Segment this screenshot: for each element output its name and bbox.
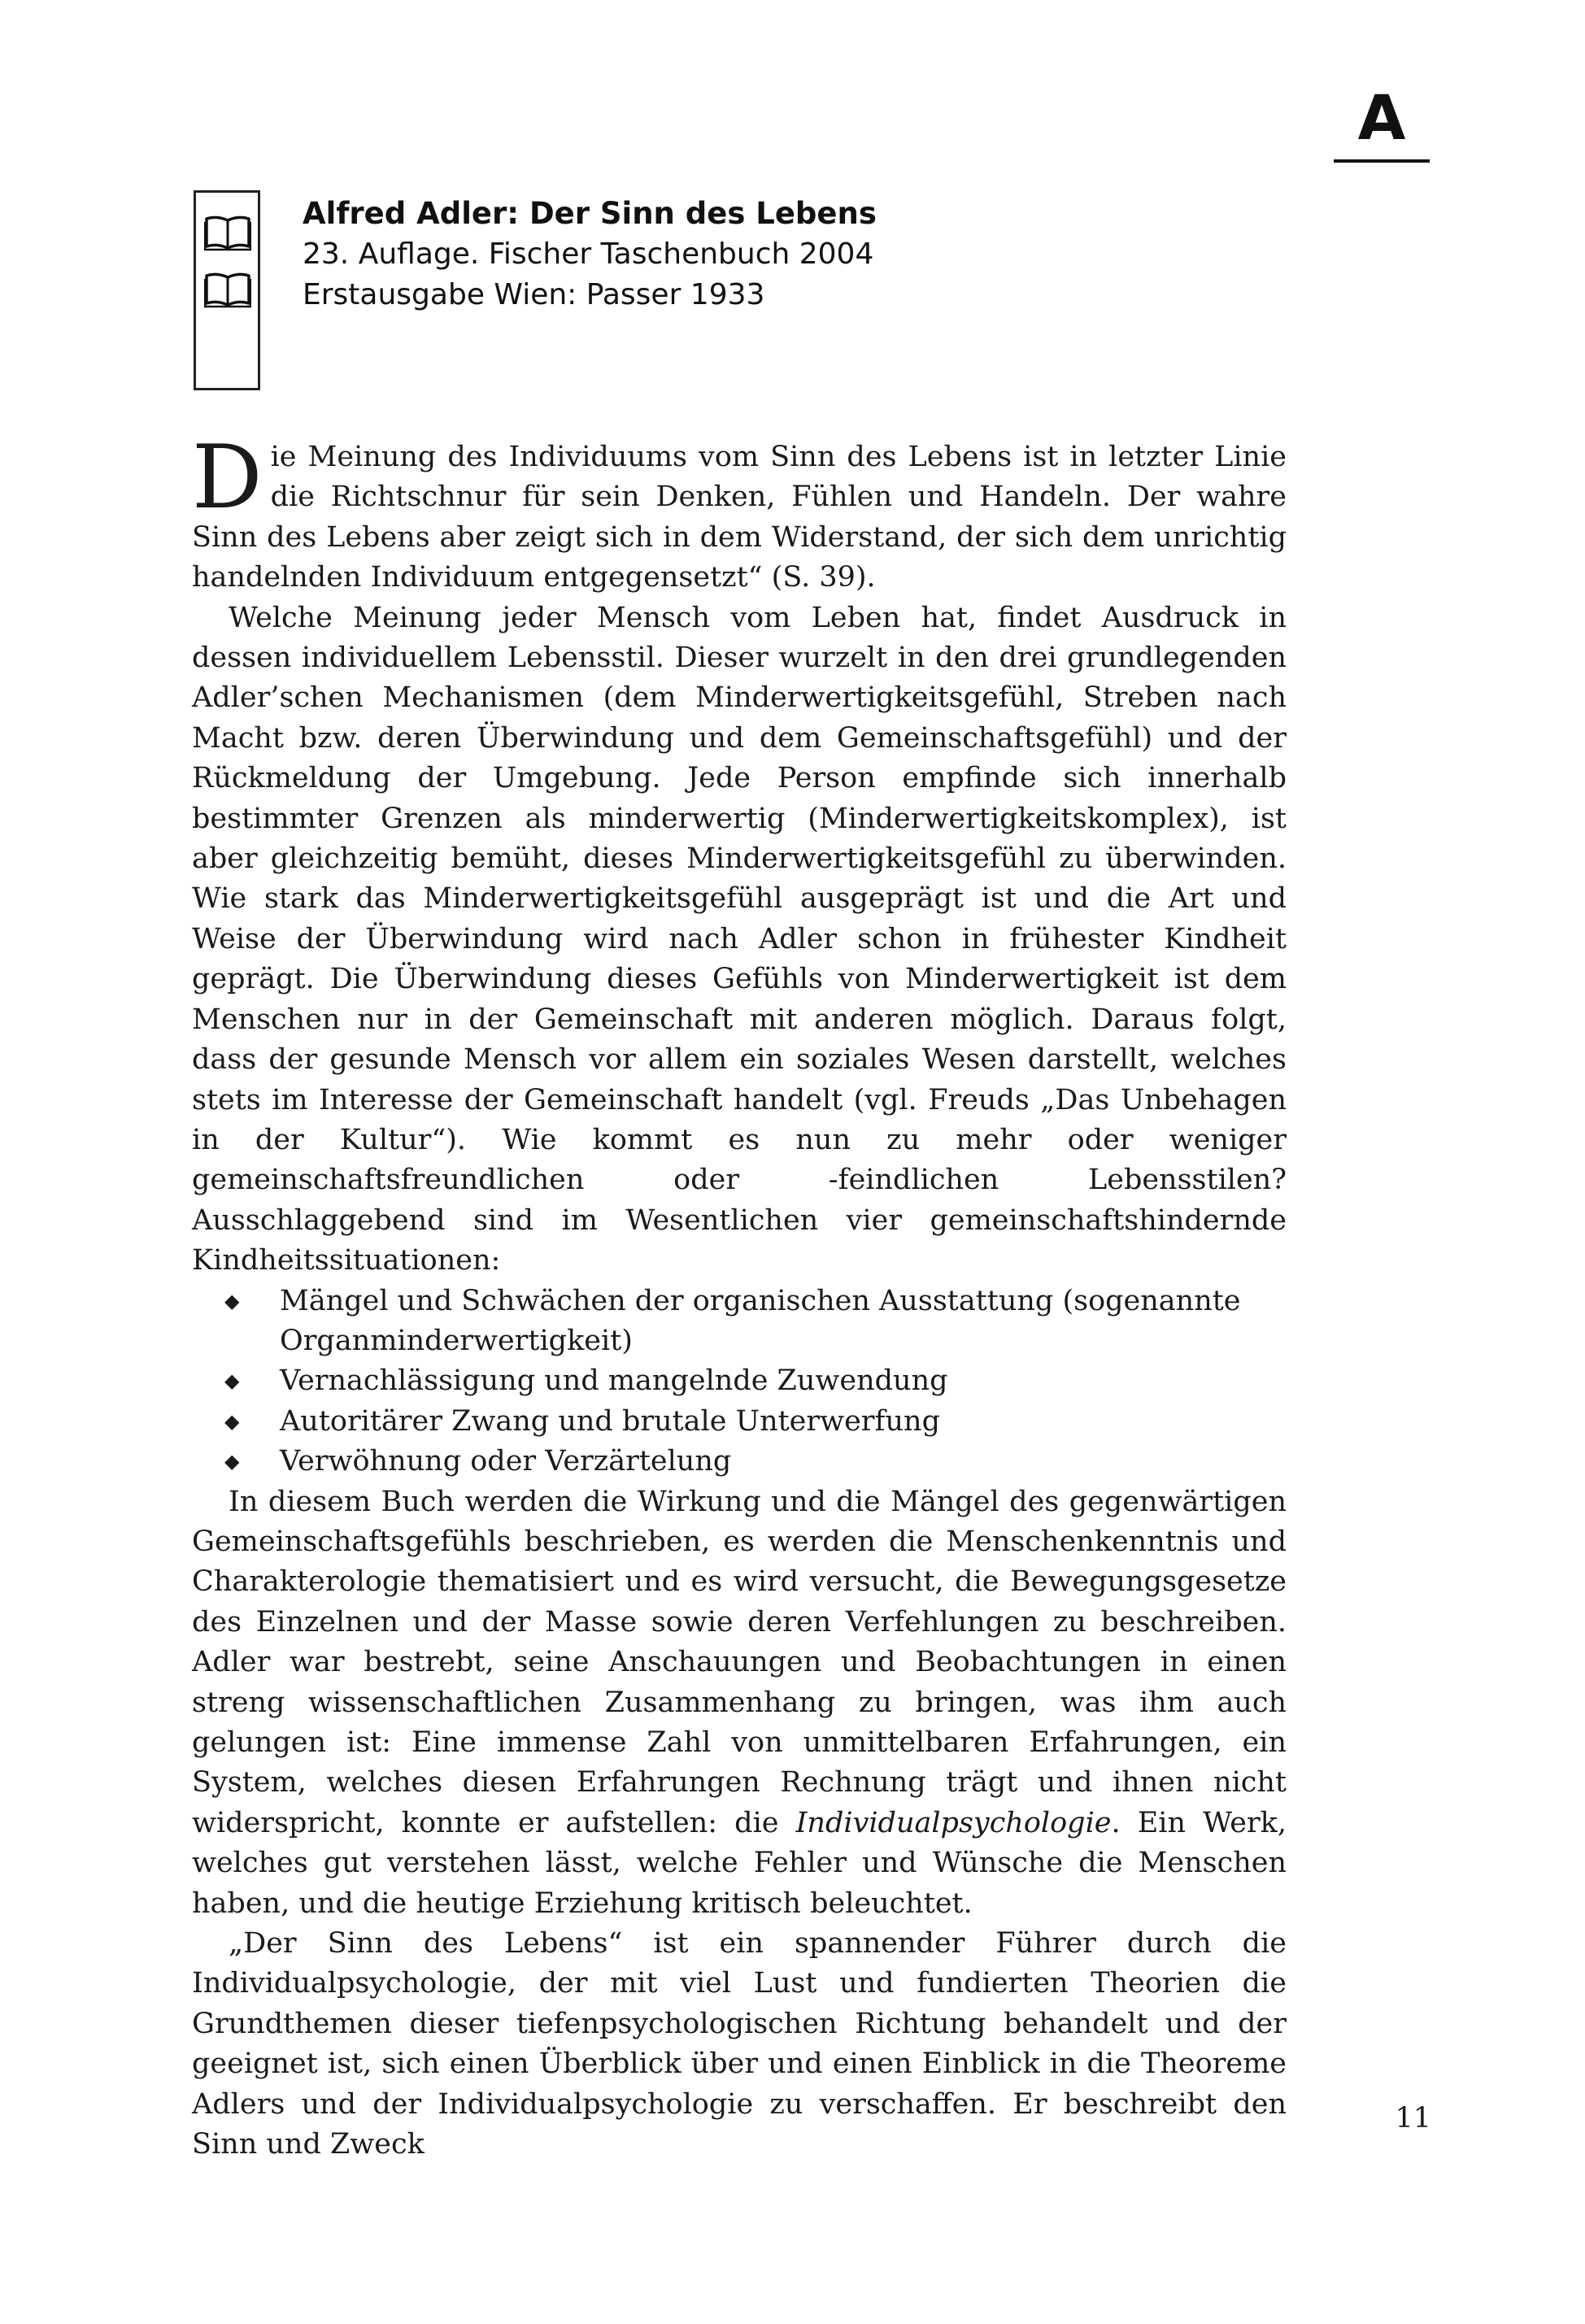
paragraph-3 <box>192 1482 1287 1924</box>
paragraph-1 <box>192 427 1287 598</box>
list-item-text: Mängel und Schwächen der organischen Ausstattung (sogenannte Organminderwertigkeit) <box>280 1284 1241 1357</box>
list-item <box>224 1402 1287 1442</box>
section-letter: A <box>1357 81 1406 154</box>
section-rule <box>1334 159 1430 163</box>
paragraph-2: Welche Meinung jeder Mensch vom Leben hat, findet Ausdruck in dessen individuellem Lebensstil. Dieser wurzelt in den drei grundlegenden Adler’schen Mechanismen (dem Minderwertigkeitsgefühl, Streben nach Macht bzw. deren Überwindung und dem Gemeinschaftsgefühl) und der Rückmeldung der Umgebung. Jede Person empfinde sich innerhalb bestimmter Grenzen als minderwertig (Minderwertigkeitskomplex), ist aber gleichzeitig bemüht, dieses Minderwertigkeitsgefühl zu überwinden. Wie stark das Minderwertigkeitsgefühl ausgeprägt ist und die Art und Weise der Überwindung wird nach Adler schon in frühester Kindheit geprägt. Die Überwindung dieses Gefühls von Minderwertigkeit ist dem Menschen nur in der Gemeinschaft mit anderen möglich. Daraus folgt, dass der gesunde Mensch vor allem ein soziales Wesen darstellt, welches stets im Interesse der Gemeinschaft handelt (vgl. Freuds „Das Unbehagen in der Kultur“). Wie kommt es nun zu mehr oder weniger gemeinschaftsfreundlichen oder -feindlichen Lebensstilen? Ausschlaggebend sind im Wesentlichen vier gemeinschaftshindernde Kindheitssituationen: <box>192 601 1287 1277</box>
paragraph-3-emphasis: Individualpsychologie <box>795 1806 1112 1839</box>
book-title: Alfred Adler: Der Sinn des Lebens <box>303 196 877 231</box>
bullet-icon: ◆ <box>224 1289 240 1312</box>
book-icon-box <box>194 190 260 390</box>
paragraph-4: „Der Sinn des Lebens“ ist ein spannender Führer durch die Individualpsychologie, der mit viel Lust und fundierten Theorien die Grundthemen dieser tiefenpsychologischen Richtung behandelt und der geeignet ist, sich einen Überblick über und einen Einblick in die Theoreme Adlers und der Individualpsychologie zu verschaffen. Er beschreibt den Sinn und Zweck <box>192 1927 1287 2161</box>
bullet-icon: ◆ <box>224 1369 240 1393</box>
list-item <box>224 1361 1287 1401</box>
open-book-icon <box>204 214 251 251</box>
list-item-text: Vernachlässigung und mangelnde Zuwendung <box>280 1364 948 1398</box>
open-book-icon <box>204 271 251 308</box>
page-number: 11 <box>1395 2102 1431 2135</box>
book-header <box>303 194 1360 316</box>
bullet-icon: ◆ <box>224 1409 240 1433</box>
list-item <box>224 1282 1287 1362</box>
bullet-icon: ◆ <box>224 1450 240 1473</box>
body-text <box>192 427 1287 2165</box>
bullet-list <box>192 1282 1287 1482</box>
paragraph-1-text: ie Meinung des Individuums vom Sinn des Lebens ist in letzter Linie die Richtschnur für sein Denken, Fühlen und Handeln. Der wahre Sinn des Lebens aber zeigt sich in dem Widerstand, der sich dem unrichtig handelnden Individuum entgegensetzt“ (S. 39). <box>192 441 1287 594</box>
dropcap: D <box>192 427 263 529</box>
book-first-edition: Erstausgabe Wien: Passer 1933 <box>303 278 765 311</box>
list-item-text: Autoritärer Zwang und brutale Unterwerfung <box>280 1404 940 1438</box>
list-item-text: Verwöhnung oder Verzärtelung <box>280 1445 732 1478</box>
paragraph-3-text-end: . Ein Werk, welches gut verstehen lässt, welche Fehler und Wünsche die Menschen haben, und die heutige Erziehung kritisch beleuchtet. <box>192 1806 1287 1920</box>
paragraph-3-text: In diesem Buch werden die Wirkung und die Mängel des gegenwärtigen Gemeinschaftsgefühls beschrieben, es werden die Menschenkenntnis und Charakterologie thematisiert und es wird versucht, die Bewegungsgesetze des Einzelnen und der Masse sowie deren Verfehlungen zu beschreiben. Adler war bestrebt, seine Anschauungen und Beobachtungen in einen streng wissenschaftlichen Zusammenhang zu bringen, was ihm auch gelungen ist: Eine immense Zahl von unmittelbaren Erfahrungen, ein System, welches diesen Erfahrungen Rechnung trägt und ihnen nicht widerspricht, konnte er aufstellen: die <box>192 1485 1287 1839</box>
book-edition: 23. Auflage. Fischer Taschenbuch 2004 <box>303 237 874 271</box>
list-item <box>224 1442 1287 1482</box>
